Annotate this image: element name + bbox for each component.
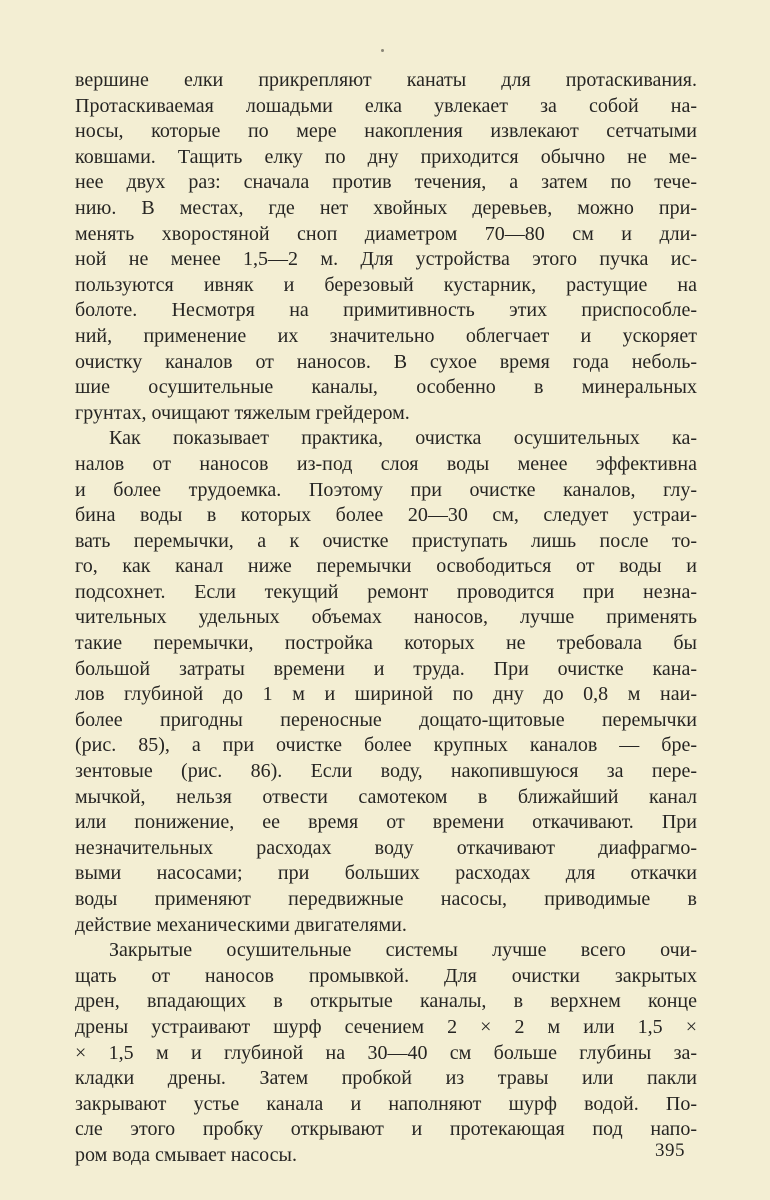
text-line: сле этого пробку открывают и протекающая под напо-: [75, 1118, 697, 1141]
text-line: зентовые (рис. 86). Если воду, накопившуюся за пере-: [75, 760, 697, 783]
text-line: вершине елки прикрепляют канаты для протаскивания.: [75, 69, 697, 91]
print-speck: [381, 49, 384, 52]
text-line: чительных удельных объемах наносов, лучше применять: [75, 606, 697, 629]
text-line: × 1,5 м и глубиной на 30—40 см больше глубины за-: [75, 1041, 697, 1064]
text-line: дрены устраивают шурф сечением 2 × 2 м или 1,5 ×: [75, 1015, 697, 1038]
text-line: лов глубиной до 1 м и шириной по дну до 0,8 м наи-: [75, 683, 697, 706]
text-line: более пригодны переносные дощато-щитовые перемычки: [75, 708, 697, 731]
text-line: вать перемычки, а к очистке приступать лишь после то-: [75, 529, 697, 552]
text-line: Как показывает практика, очистка осушительных ка-: [109, 427, 697, 450]
text-line: носы, которые по мере накопления извлекают сетчатыми: [75, 120, 697, 143]
text-line: ний, применение их значительно облегчает и ускоряет: [75, 324, 697, 347]
text-line: незначительных расходах воду откачивают диафрагмо-: [75, 836, 697, 859]
text-line: бина воды в которых более 20—30 см, следует устраи-: [75, 504, 697, 527]
text-line: менять хворостяной сноп диаметром 70—80 см и дли-: [75, 222, 697, 245]
text-line: пользуются ивняк и березовый кустарник, растущие на: [75, 273, 697, 296]
text-line: Протаскиваемая лошадьми елка увлекает за собой на-: [75, 94, 697, 117]
text-line: ной не менее 1,5—2 м. Для устройства этого пучка ис-: [75, 248, 697, 271]
text-line: дрен, впадающих в открытые каналы, в верхнем конце: [75, 990, 697, 1013]
text-line: выми насосами; при больших расходах для откачки: [75, 862, 697, 885]
text-line: очистку каналов от наносов. В сухое время года неболь-: [75, 350, 697, 373]
text-line: болоте. Несмотря на примитивность этих приспособле-: [75, 299, 697, 322]
text-line: закрывают устье канала и наполняют шурф водой. По-: [75, 1092, 697, 1115]
text-line: ром вода смывает насосы.: [75, 1143, 297, 1166]
text-line: щать от наносов промывкой. Для очистки закрытых: [75, 964, 697, 987]
text-line: подсохнет. Если текущий ремонт проводится при незна-: [75, 580, 697, 603]
text-line: нее двух раз: сначала против течения, а затем по тече-: [75, 171, 697, 194]
text-line: такие перемычки, постройка которых не требовала бы: [75, 632, 697, 655]
text-line: или понижение, ее время от времени откачивают. При: [75, 811, 697, 834]
page-number: 395: [655, 1140, 685, 1161]
text-line: кладки дрены. Затем пробкой из травы или пакли: [75, 1067, 697, 1090]
text-line: налов от наносов из-под слоя воды менее эффективна: [75, 452, 697, 475]
body-text: [75, 68, 697, 1169]
text-line: ковшами. Тащить елку по дну приходится обычно не ме-: [75, 145, 697, 168]
text-line: го, как канал ниже перемычки освободиться от воды и: [75, 555, 697, 578]
text-line: воды применяют передвижные насосы, приводимые в: [75, 888, 697, 910]
text-line: большой затраты времени и труда. При очистке кана-: [75, 657, 697, 680]
text-line: нию. В местах, где нет хвойных деревьев, можно при-: [75, 196, 697, 219]
text-line: (рис. 85), а при очистке более крупных каналов — бре-: [75, 734, 697, 757]
text-line: грунтах, очищают тяжелым грейдером.: [75, 401, 410, 424]
text-line: мычкой, нельзя отвести самотеком в ближайший канал: [75, 785, 697, 808]
text-line: действие механическими двигателями.: [75, 913, 407, 936]
text-line: Закрытые осушительные системы лучше всего очи-: [109, 939, 697, 962]
text-line: и более трудоемка. Поэтому при очистке каналов, глу-: [75, 478, 697, 501]
text-line: шие осушительные каналы, особенно в минеральных: [75, 376, 697, 399]
